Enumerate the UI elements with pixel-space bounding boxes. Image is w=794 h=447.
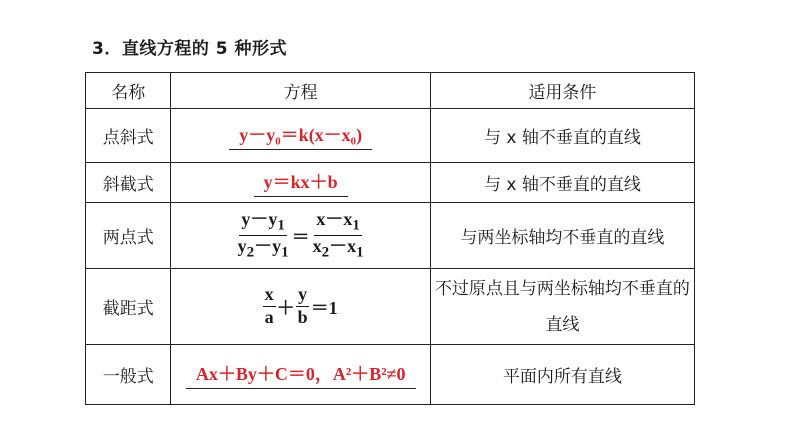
condition-text: 与两坐标轴均不垂直的直线 <box>460 228 665 248</box>
row-name: 截距式 <box>86 269 171 345</box>
fraction-y-over-b: $\frac{y}{b}$ <box>297 284 308 327</box>
two-point-equation: $\frac{y-y_1}{y_2-y_1}$ ＝ $\frac{x-x_1}{x_2-x_1}$ <box>237 208 364 261</box>
intercept-equation: $\frac{x}{a}$ ＋ $\frac{y}{b}$ ＝1 <box>264 284 338 327</box>
fraction-left: $\frac{y-y_1}{y_2-y_1}$ <box>237 208 289 261</box>
slope-intercept-equation: y＝kx＋b <box>263 172 338 192</box>
equation-cell <box>171 203 430 269</box>
condition-cell <box>430 163 694 203</box>
header-name: 名称 <box>86 73 171 109</box>
table-row <box>86 203 695 269</box>
fraction-right: $\frac{x-x_1}{x_2-x_1}$ <box>312 208 364 261</box>
header-condition: 适用条件 <box>430 73 694 109</box>
table-row <box>86 163 695 203</box>
condition-cell <box>430 269 694 345</box>
condition-cell <box>430 203 694 269</box>
row-name: 一般式 <box>86 345 171 405</box>
point-slope-equation: y－y₀＝k(x－x₀) <box>239 125 363 145</box>
equation-cell <box>171 109 430 163</box>
row-name: 两点式 <box>86 203 171 269</box>
condition-cell <box>430 345 694 405</box>
condition-text: 平面内所有直线 <box>502 367 622 387</box>
table-row <box>86 269 695 345</box>
equation-cell <box>171 269 430 345</box>
equation-cell <box>171 345 430 405</box>
section-heading: 3．直线方程的 5 种形式 <box>92 39 287 59</box>
fill-in-blank <box>186 360 416 389</box>
equation-cell <box>171 163 430 203</box>
general-equation: Ax＋By＋C＝0，A²＋B²≠0 <box>195 364 406 384</box>
table-row <box>86 109 695 163</box>
fill-in-blank <box>229 121 372 150</box>
condition-text: 不过原点且与两坐标轴均不垂直的直线 <box>434 278 690 335</box>
header-equation: 方程 <box>171 73 430 109</box>
condition-text: 与 x 轴不垂直的直线 <box>484 128 641 148</box>
fraction-x-over-a: $\frac{x}{a}$ <box>264 284 274 327</box>
row-name: 斜截式 <box>86 163 171 203</box>
line-equation-forms-table <box>85 72 695 405</box>
condition-cell <box>430 109 694 163</box>
row-name: 点斜式 <box>86 109 171 163</box>
table-row <box>86 345 695 405</box>
condition-text: 与 x 轴不垂直的直线 <box>484 175 641 195</box>
fill-in-blank <box>254 168 348 197</box>
table-header-row <box>86 73 695 109</box>
